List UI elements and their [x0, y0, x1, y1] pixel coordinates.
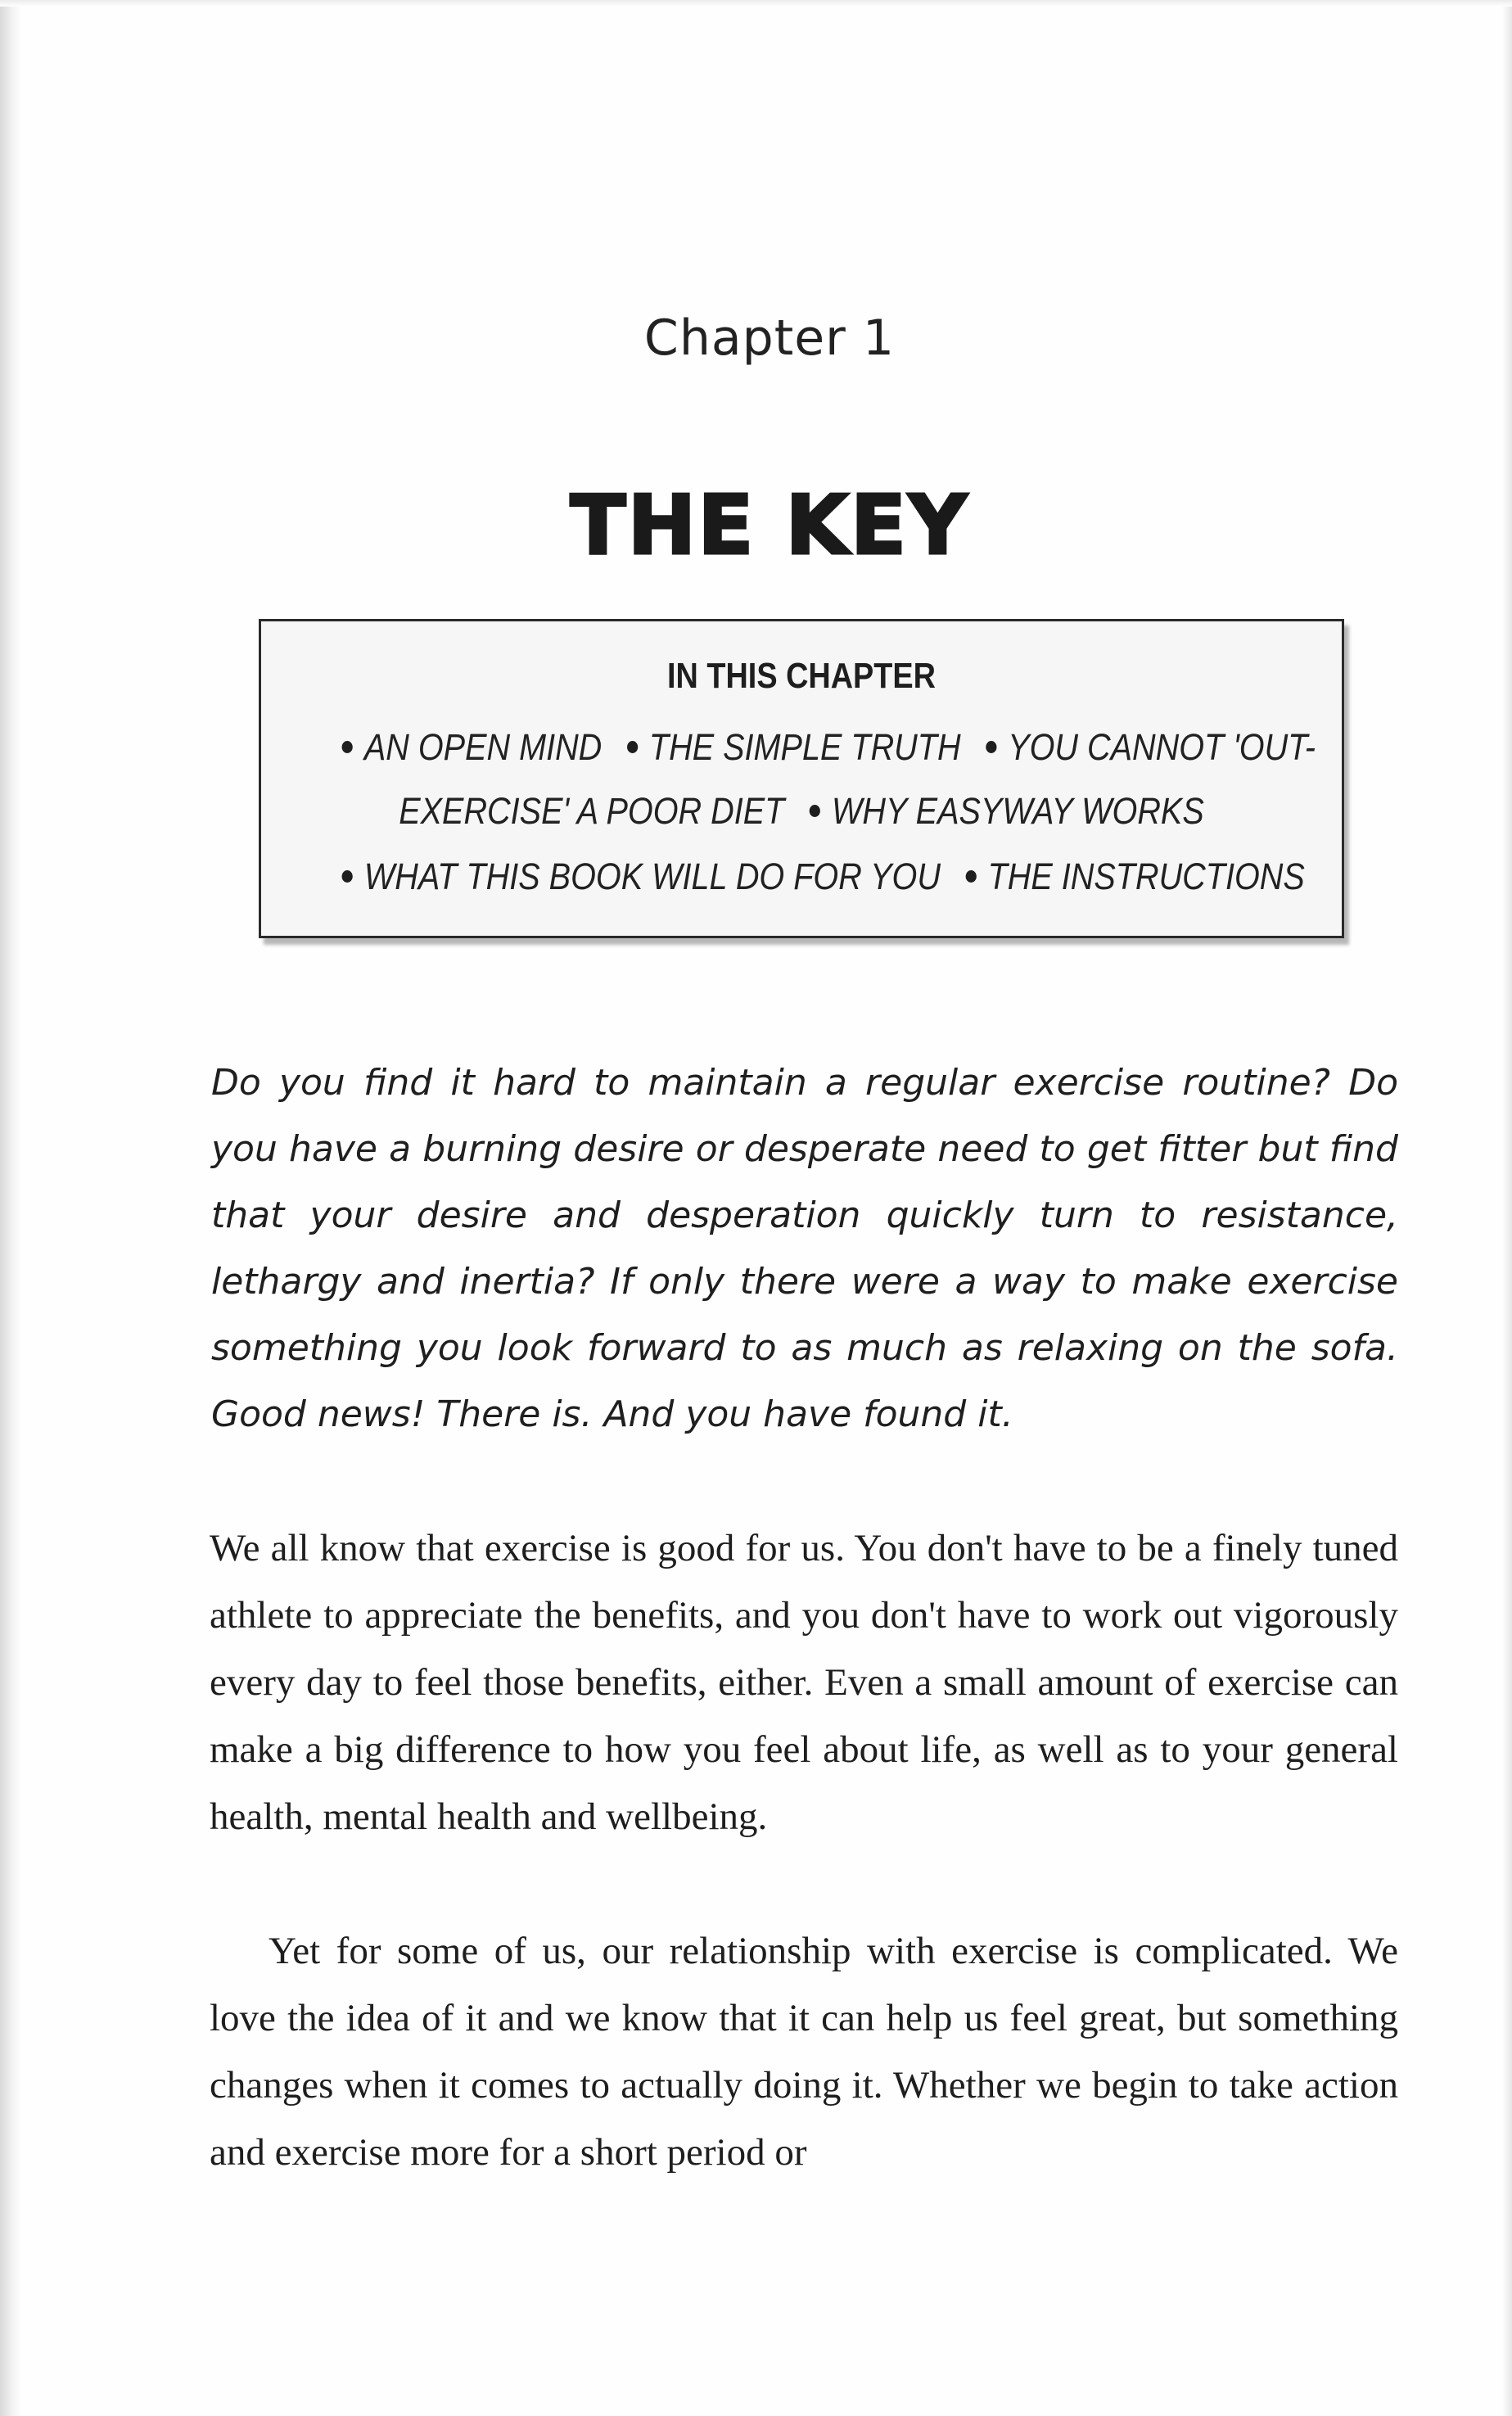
toc-line — [326, 856, 1305, 898]
toc-item: WHAT THIS BOOK WILL DO FOR YOU — [363, 856, 941, 897]
scan-shadow-top — [0, 0, 1512, 7]
bullet-icon — [342, 870, 353, 883]
toc-item: THE SIMPLE TRUTH — [648, 726, 961, 768]
toc-item: THE INSTRUCTIONS — [987, 856, 1305, 897]
toc-line — [326, 726, 1316, 769]
in-this-chapter-box — [259, 619, 1344, 938]
bullet-icon — [627, 741, 638, 753]
intro-paragraph: Do you find it hard to maintain a regular exercise routine? Do you have a burning desire or desperate need to get fitter but find that your desire and desperation quickly turn to resistance, lethargy and inertia? If only there were a way to make exercise something you look forward to as much as relaxing on the sofa. Good news! There is. And you have found it. — [211, 1062, 1398, 1435]
chapter-title: THE KEY — [570, 477, 969, 573]
bullet-icon — [986, 741, 996, 753]
toc-item: AN OPEN MIND — [363, 726, 603, 768]
toc-item: EXERCISE' A POOR DIET — [399, 790, 785, 832]
chapter-number: Chapter 1 — [643, 309, 896, 367]
body-paragraph: We all know that exercise is good for us. You don't have to be a finely tuned athlete to appreciate the benefits, and you don't have to work out vigorously every day to feel those benefits, either. Even a small amount of exercise can make a big difference to how you feel about life, as well as to your general health, mental health and wellbeing. — [210, 1527, 1398, 1838]
toc-line — [326, 790, 1277, 833]
toc-item: WHY EASYWAY WORKS — [832, 790, 1204, 832]
toc-item: YOU CANNOT 'OUT- — [1008, 726, 1316, 768]
in-this-chapter-heading: IN THIS CHAPTER — [667, 656, 936, 696]
bullet-icon — [342, 741, 353, 753]
bullet-icon — [965, 870, 976, 883]
bullet-icon — [810, 805, 820, 817]
body-paragraph: Yet for some of us, our relationship with exercise is complicated. We love the idea of it and we know that it can help us feel great, but something changes when it comes to actually doing it. Whether we begin to take action and exercise more for a short period or — [210, 1930, 1398, 2174]
